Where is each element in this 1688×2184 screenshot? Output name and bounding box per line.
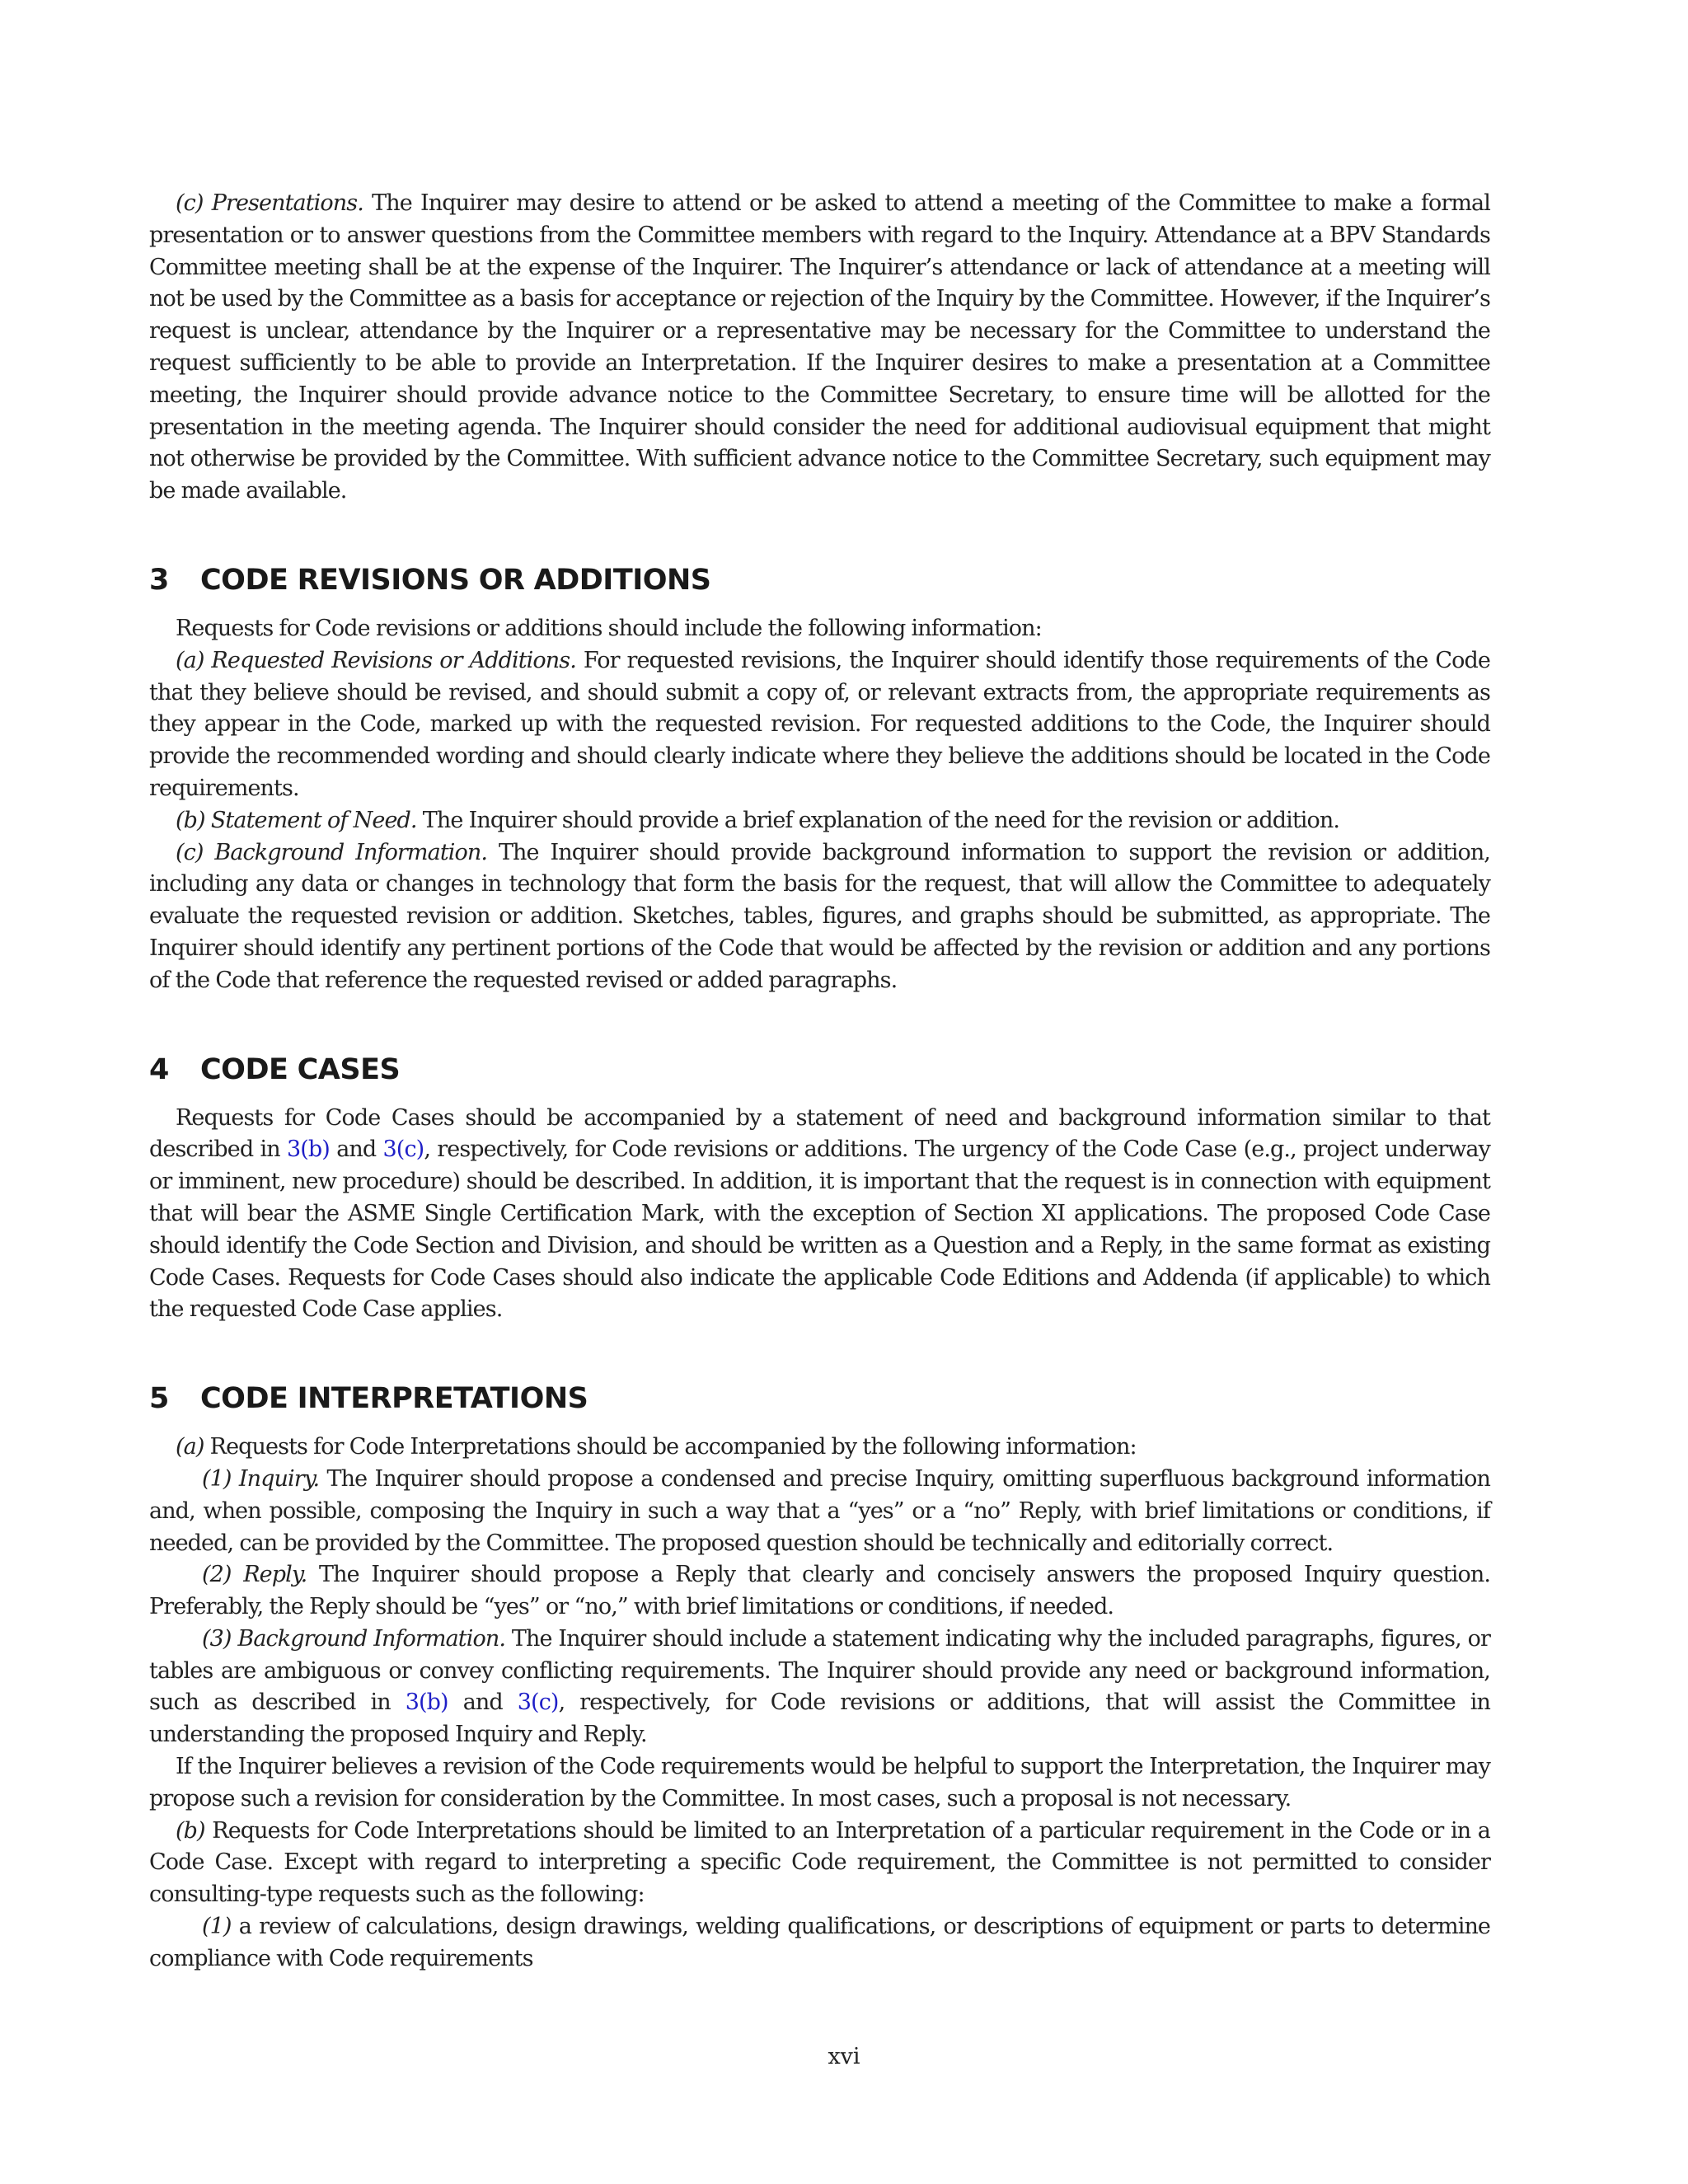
section-4-heading: [149, 1053, 1490, 1086]
item-label: (2) Reply.: [202, 1562, 307, 1588]
section-5-item-b1: [149, 1911, 1490, 1975]
paragraph-c-presentations: [149, 188, 1490, 508]
section-3-heading: [149, 564, 1490, 597]
section-number: 3: [149, 563, 169, 597]
item-text: The Inquirer should include a statement indicating why the included paragraphs, figures, or tables are ambiguous or convey conflicting requirements. The Inquirer should provide any need or background information, such as described in: [149, 1625, 1490, 1716]
paragraph-text: and: [336, 1137, 377, 1163]
cross-reference-link[interactable]: 3(c): [517, 1690, 559, 1716]
item-label: (a) Requested Revisions or Additions.: [176, 647, 576, 673]
section-3-intro: Requests for Code revisions or additions should include the following information:: [176, 615, 1042, 641]
section-5-revision-note: If the Inquirer believes a revision of the Code requirements would be helpful to support the Interpretation, the Inquirer may propose such a revision for consideration by the Committee. In most cases, such a proposal is not necessary.: [149, 1754, 1490, 1811]
paragraph-text: Requests for Code Cases should be accompanied by a statement of need and background information similar to that described in: [149, 1104, 1490, 1163]
item-label: (c) Background Information.: [176, 839, 488, 865]
item-text: The Inquirer should propose a condensed and precise Inquiry, omitting superfluous background information and, when possible, composing the Inquiry in such a way that a “yes” or a “no” Reply, with brief limitations or conditions, if needed, can be provided by the Committee. The proposed question should be technically and editorially correct.: [149, 1465, 1490, 1556]
section-5-item-a1: [149, 1464, 1490, 1559]
item-text: For requested revisions, the Inquirer should identify those requirements of the Code that they believe should be revised, and should submit a copy of, or relevant extracts from, the appropriate requirements as they appear in the Code, marked up with the requested revision. For requested additions to the Code, the Inquirer should provide the recommended wording and should clearly indicate where they believe the additions should be located in the Code requirements.: [149, 647, 1490, 801]
item-text: Requests for Code Interpretations should be accompanied by the following information:: [209, 1434, 1137, 1460]
item-text: The Inquirer should provide background information to support the revision or addition, including any data or changes in technology that form the basis for the request, that will allow the Committee to adequately evaluate the requested revision or addition. Sketches, tables, figures, and graphs should be submitted, as appropriate. The Inquirer should identify any pertinent portions of the Code that would be affected by the revision or addition and any portions of the Code that reference the requested revised or added paragraphs.: [149, 839, 1490, 993]
paragraph-text: The Inquirer may desire to attend or be asked to attend a meeting of the Committee to make a formal presentation or to answer questions from the Committee members with regard to the Inquiry. Attendance at a BPV Standards Committee meeting shall be at the expense of the Inquirer. The Inquirer’s attendance or lack of attendance at a meeting will not be used by the Committee as a basis for acceptance or rejection of the Inquiry by the Committee. However, if the Inquirer’s request is unclear, attendance by the Inquirer or a representative may be necessary for the Committee to understand the request sufficiently to be able to provide an Interpretation. If the Inquirer desires to make a presentation at a Committee meeting, the Inquirer should provide advance notice to the Committee Secretary, to ensure time will be allotted for the presentation in the meeting agenda. The Inquirer should consider the need for additional audiovisual equipment that might not otherwise be provided by the Committee. With sufficient advance notice to the Committee Secretary, such equipment may be made available.: [149, 190, 1490, 504]
item-text: The Inquirer should provide a brief explanation of the need for the revision or addition.: [422, 807, 1340, 833]
section-title: CODE REVISIONS OR ADDITIONS: [200, 563, 711, 597]
item-label: (b): [176, 1817, 205, 1844]
cross-reference-link[interactable]: 3(c): [382, 1137, 424, 1163]
item-text: , respectively, for Code revisions or additions, that will assist the Committee in understanding the proposed Inquiry and Reply.: [149, 1690, 1490, 1748]
section-3-item-b: [149, 805, 1490, 837]
section-5-item-a3: [149, 1624, 1490, 1751]
page-number: xvi: [828, 2044, 860, 2069]
item-text: a review of calculations, design drawings, welding qualifications, or descriptions of equipment or parts to determine compliance with Code requirements: [149, 1914, 1491, 1971]
item-label: (1): [202, 1914, 232, 1940]
section-5-item-a: [149, 1432, 1490, 1464]
section-3-item-a: [149, 645, 1490, 805]
section-3-item-c: [149, 837, 1490, 997]
document-body: [149, 188, 1490, 1975]
item-label: (b) Statement of Need.: [176, 807, 417, 833]
item-text: Requests for Code Interpretations should be limited to an Interpretation of a particular requirement in the Code or in a Code Case. Except with regard to interpreting a specific Code requirement, the Committee is not permitted to consider consulting-type requests such as the following:: [149, 1817, 1490, 1908]
section-title: CODE CASES: [200, 1052, 401, 1086]
section-5-heading: [149, 1382, 1490, 1415]
paragraph-text: , respectively, for Code revisions or additions. The urgency of the Code Case (e.g., project underway or imminent, new procedure) should be described. In addition, it is important that the request is in connection with equipment that will bear the ASME Single Certification Mark, with the exception of Section XI applications. The proposed Code Case should identify the Code Section and Division, and should be written as a Question and a Reply, in the same format as existing Code Cases. Requests for Code Cases should also indicate the applicable Code Editions and Addenda (if applicable) to which the requested Code Case applies.: [149, 1137, 1490, 1323]
item-label: (3) Background Information.: [202, 1625, 506, 1652]
section-title: CODE INTERPRETATIONS: [200, 1382, 588, 1416]
paragraph-label: (c) Presentations.: [176, 190, 363, 216]
section-number: 5: [149, 1382, 169, 1416]
section-5-item-a2: [149, 1559, 1490, 1624]
section-number: 4: [149, 1052, 169, 1086]
cross-reference-link[interactable]: 3(b): [405, 1690, 448, 1716]
item-label: (a): [176, 1434, 204, 1460]
section-5-item-b: [149, 1816, 1490, 1911]
cross-reference-link[interactable]: 3(b): [286, 1137, 330, 1163]
item-label: (1) Inquiry.: [202, 1465, 320, 1492]
item-text: The Inquirer should propose a Reply that clearly and concisely answers the proposed Inquiry question. Preferably, the Reply should be “yes” or “no,” with brief limitations or conditions, if needed.: [149, 1562, 1490, 1620]
item-text: and: [462, 1690, 503, 1716]
section-4-paragraph: [149, 1103, 1490, 1327]
